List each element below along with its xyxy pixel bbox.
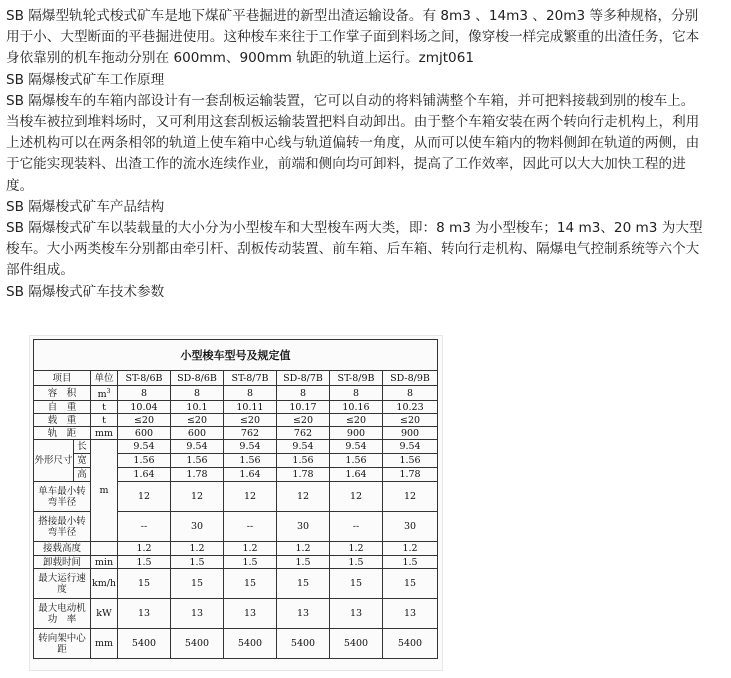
table-cell: 1.78 xyxy=(383,468,438,482)
principle-paragraph: SB 隔爆梭车的车箱内部设计有一套刮板运输装置，它可以自动的将料铺满整个车箱，并可把料接载到别的梭车上。当梭车被拉到堆料场时，又可利用这套刮板运输装置把料自动卸出。由于整个车箱安装在两个转向行走机构上，利用上述机构可以在两条相邻的轨道上使车箱中心线与轨道偏转一角度，从而可以使车箱内的物料侧卸在轨道的两侧，由于它能实现装料、出渣工作的流水连续作业，前端和侧向均可卸料，提高了工作效率，因此可以大大加快工程的进度。 xyxy=(6,92,700,194)
table-row xyxy=(34,542,438,556)
table-cell: 1.5 xyxy=(118,556,171,569)
table-cell: 1.56 xyxy=(118,454,171,468)
table-cell: 13 xyxy=(330,599,383,629)
spec-table-image xyxy=(30,336,442,670)
table-title: 小型梭车型号及规定值 xyxy=(34,340,438,371)
table-cell: ≤20 xyxy=(277,414,330,427)
table-cell: 10.11 xyxy=(224,401,277,414)
table-cell: 9.54 xyxy=(224,440,277,454)
row-label: 单车最小转弯半径 xyxy=(34,482,91,512)
row-label: 接载高度 xyxy=(34,542,91,556)
table-cell: -- xyxy=(224,512,277,542)
table-row xyxy=(34,401,438,414)
table-cell: 10.17 xyxy=(277,401,330,414)
table-cell: 5400 xyxy=(277,629,330,659)
table-cell: 8 xyxy=(330,386,383,401)
table-cell: 1.5 xyxy=(171,556,224,569)
table-header-row xyxy=(34,371,438,386)
table-cell: 8 xyxy=(277,386,330,401)
row-label: 轨 距 xyxy=(34,427,91,440)
table-cell: 5400 xyxy=(224,629,277,659)
table-cell: 9.54 xyxy=(277,440,330,454)
table-cell: 900 xyxy=(330,427,383,440)
structure-paragraph: SB 隔爆梭式矿车以装载量的大小分为小型梭车和大型梭车两大类，即：8 m3 为小型梭车；14 m3、20 m3 为大型梭车。大小两类梭车分别都由牵引杆、刮板传动装置、前车箱、后车箱、转向行走机构、隔爆电气控制系统等六个大部件组成。 xyxy=(6,220,703,279)
table-cell: 13 xyxy=(118,599,171,629)
table-row xyxy=(34,414,438,427)
table-cell: 8 xyxy=(383,386,438,401)
header-model: SD-8/6B xyxy=(171,371,224,386)
table-cell: 1.2 xyxy=(118,542,171,556)
table-cell: 10.1 xyxy=(171,401,224,414)
table-cell: 10.23 xyxy=(383,401,438,414)
row-unit: min xyxy=(91,556,118,569)
row-label: 转向架中心 距 xyxy=(34,629,91,659)
header-model: SD-8/7B xyxy=(277,371,330,386)
unit-text: m xyxy=(97,389,107,401)
table-cell: 13 xyxy=(224,599,277,629)
table-row xyxy=(34,556,438,569)
table-cell: 12 xyxy=(118,482,171,512)
sub-label: 高 xyxy=(74,468,91,482)
table-cell: 8 xyxy=(118,386,171,401)
table-cell: 12 xyxy=(383,482,438,512)
table-cell: 9.54 xyxy=(330,440,383,454)
table-cell: 600 xyxy=(118,427,171,440)
table-cell: 30 xyxy=(277,512,330,542)
heading-working-principle: SB 隔爆梭式矿车工作原理 xyxy=(6,71,165,88)
table-cell: 900 xyxy=(383,427,438,440)
table-cell: 5400 xyxy=(171,629,224,659)
table-cell: 1.5 xyxy=(224,556,277,569)
table-cell: 15 xyxy=(330,569,383,599)
row-unit xyxy=(91,386,118,401)
row-unit: m xyxy=(91,440,118,542)
table-cell: 1.2 xyxy=(224,542,277,556)
table-cell: 30 xyxy=(171,512,224,542)
row-unit: mm xyxy=(91,427,118,440)
table-cell: 1.56 xyxy=(383,454,438,468)
table-cell: ≤20 xyxy=(118,414,171,427)
row-label: 卸载时间 xyxy=(34,556,91,569)
table-row xyxy=(34,386,438,401)
table-cell: 15 xyxy=(171,569,224,599)
row-unit xyxy=(91,542,118,556)
table-cell: 15 xyxy=(383,569,438,599)
table-cell: 1.2 xyxy=(330,542,383,556)
table-cell: ≤20 xyxy=(224,414,277,427)
table-cell: 13 xyxy=(383,599,438,629)
header-model: SD-8/9B xyxy=(383,371,438,386)
table-cell: 12 xyxy=(224,482,277,512)
table-cell: 1.2 xyxy=(171,542,224,556)
table-cell: 1.56 xyxy=(277,454,330,468)
heading-technical-parameters: SB 隔爆梭式矿车技术参数 xyxy=(6,283,165,300)
row-unit: t xyxy=(91,401,118,414)
header-model: ST-8/9B xyxy=(330,371,383,386)
row-label: 最大电动机功 率 xyxy=(34,599,91,629)
table-cell: 1.5 xyxy=(330,556,383,569)
sub-label: 宽 xyxy=(74,454,91,468)
row-label: 容 积 xyxy=(34,386,91,401)
table-cell: 1.64 xyxy=(118,468,171,482)
table-cell: 762 xyxy=(277,427,330,440)
header-item: 项目 xyxy=(34,371,91,386)
header-model: ST-8/6B xyxy=(118,371,171,386)
table-cell: 8 xyxy=(171,386,224,401)
table-cell: -- xyxy=(330,512,383,542)
table-cell: 1.78 xyxy=(277,468,330,482)
table-cell: 9.54 xyxy=(383,440,438,454)
table-cell: 1.2 xyxy=(383,542,438,556)
table-cell: 1.5 xyxy=(277,556,330,569)
table-cell: 1.5 xyxy=(383,556,438,569)
table-cell: 12 xyxy=(171,482,224,512)
table-cell: 1.56 xyxy=(171,454,224,468)
table-cell: 5400 xyxy=(118,629,171,659)
heading-product-structure: SB 隔爆梭式矿车产品结构 xyxy=(6,198,165,215)
intro-paragraph: SB 隔爆型轨轮式梭式矿车是地下煤矿平巷掘进的新型出渣运输设备。有 8m3 、14m3 、20m3 等多种规格，分别用于小、大型断面的平巷掘进使用。这种梭车来往于工作掌子面到料场之间，像穿梭一样完成繁重的出渣任务，它本身依靠别的机车拖动分别在 600mm、900mm 轨距的轨道上运行。zmjt061 xyxy=(6,8,700,67)
row-unit: t xyxy=(91,414,118,427)
header-model: ST-8/7B xyxy=(224,371,277,386)
table-cell: 1.64 xyxy=(224,468,277,482)
table-cell: 1.2 xyxy=(277,542,330,556)
table-cell: 9.54 xyxy=(118,440,171,454)
table-cell: 15 xyxy=(118,569,171,599)
row-unit: kW xyxy=(91,599,118,629)
table-row xyxy=(34,629,438,659)
table-cell: 8 xyxy=(224,386,277,401)
table-cell: 600 xyxy=(171,427,224,440)
table-cell: 762 xyxy=(224,427,277,440)
table-cell: 5400 xyxy=(330,629,383,659)
table-cell: 10.04 xyxy=(118,401,171,414)
header-unit: 单位 xyxy=(91,371,118,386)
row-unit: km/h xyxy=(91,569,118,599)
table-cell: 1.56 xyxy=(330,454,383,468)
table-row xyxy=(34,599,438,629)
row-unit: mm xyxy=(91,629,118,659)
table-cell: 15 xyxy=(277,569,330,599)
table-row xyxy=(34,427,438,440)
spec-table xyxy=(33,339,438,659)
sub-label: 长 xyxy=(74,440,91,454)
table-cell: ≤20 xyxy=(330,414,383,427)
row-label: 搭接最小转弯半径 xyxy=(34,512,91,542)
table-cell: 12 xyxy=(330,482,383,512)
table-cell: 5400 xyxy=(383,629,438,659)
table-cell: 30 xyxy=(383,512,438,542)
table-cell: 1.56 xyxy=(224,454,277,468)
article-text xyxy=(6,6,706,303)
table-cell: 12 xyxy=(277,482,330,512)
table-cell: 9.54 xyxy=(171,440,224,454)
table-cell: 13 xyxy=(171,599,224,629)
table-cell: 15 xyxy=(224,569,277,599)
table-row xyxy=(34,569,438,599)
dims-label: 外形尺寸 xyxy=(34,440,74,482)
table-cell: 10.16 xyxy=(330,401,383,414)
table-cell: ≤20 xyxy=(171,414,224,427)
table-cell: 1.78 xyxy=(171,468,224,482)
table-cell: 1.64 xyxy=(330,468,383,482)
row-label: 自 重 xyxy=(34,401,91,414)
table-cell: ≤20 xyxy=(383,414,438,427)
table-row xyxy=(34,440,438,454)
table-cell: 13 xyxy=(277,599,330,629)
table-cell: -- xyxy=(118,512,171,542)
row-label: 最大运行速 度 xyxy=(34,569,91,599)
unit-superscript: 3 xyxy=(106,388,111,395)
row-label: 载 重 xyxy=(34,414,91,427)
